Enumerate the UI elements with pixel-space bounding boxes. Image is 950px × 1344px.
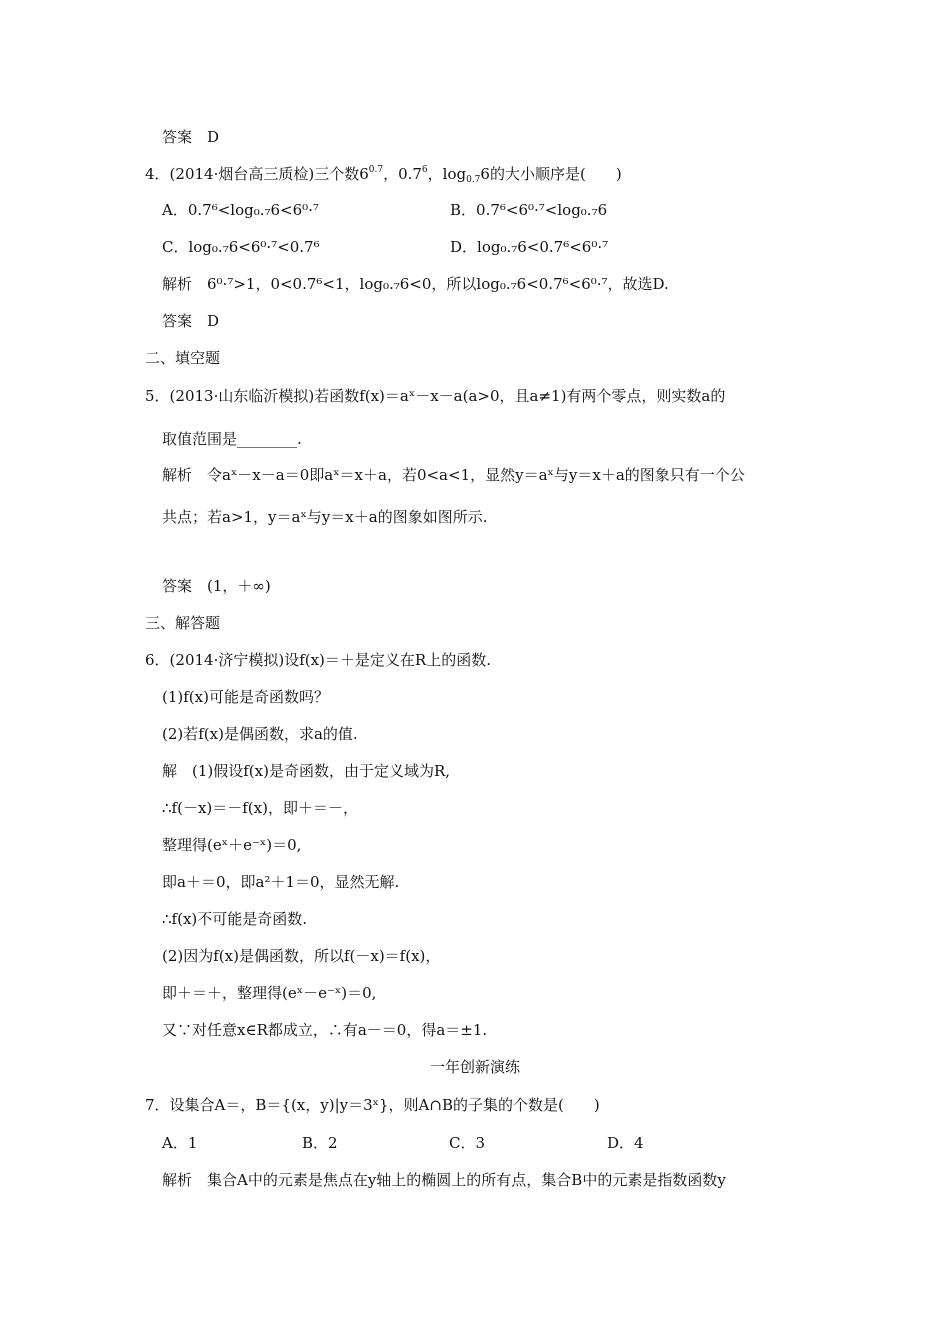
q5-solution-line1: 解析 令aˣ－x－a＝0即aˣ＝x＋a，若0<a<1，显然y＝aˣ与y＝x＋a的图象只有一个公 <box>162 466 745 484</box>
q4-text-c: ，0.7 <box>383 165 422 183</box>
q4-option-c: C．log₀.₇6<6⁰·⁷<0.7⁶ <box>162 238 320 256</box>
q6-solution-line7: 即＋＝＋，整理得(eˣ－e⁻ˣ)＝0, <box>162 984 377 1002</box>
question-5-line2: 取值范围是________. <box>162 430 302 448</box>
question-4 <box>145 163 622 185</box>
q7-option-c: C．3 <box>449 1134 486 1152</box>
q4-answer: 答案 D <box>162 312 220 330</box>
q4-option-a: A．0.7⁶<log₀.₇6<6⁰·⁷ <box>162 201 319 219</box>
subsection-heading: 一年创新演练 <box>429 1058 520 1076</box>
q5-solution-line2: 共点；若a>1，y＝aˣ与y＝x＋a的图象如图所示. <box>162 508 488 526</box>
answer-line: 答案 D <box>162 128 220 146</box>
question-6-line1: 6．(2014·济宁模拟)设f(x)＝＋是定义在R上的函数. <box>145 651 491 669</box>
question-5-line1: 5．(2013·山东临沂模拟)若函数f(x)＝aˣ－x－a(a>0，且a≠1)有两个零点，则实数a的 <box>145 387 726 405</box>
q6-part1: (1)f(x)可能是奇函数吗？ <box>162 688 329 706</box>
q4-sup-d: 6 <box>421 165 428 175</box>
q4-text-g: 6的大小顺序是( ) <box>480 165 622 183</box>
q6-solution-line1: 解 (1)假设f(x)是奇函数，由于定义域为R, <box>162 762 451 780</box>
question-7-line1: 7．设集合A＝，B＝{(x，y)|y＝3ˣ}，则A∩B的子集的个数是( ) <box>145 1096 600 1114</box>
q6-solution-line4: 即a＋＝0，即a²＋1＝0，显然无解. <box>162 873 400 891</box>
q6-solution-line6: (2)因为f(x)是偶函数，所以f(－x)＝f(x)， <box>162 947 441 965</box>
q6-solution-line2: ∴f(－x)＝－f(x)，即＋＝－， <box>162 799 358 817</box>
q7-option-a: A．1 <box>162 1134 198 1152</box>
q6-part2: (2)若f(x)是偶函数，求a的值. <box>162 725 358 743</box>
section-heading-solve: 三、解答题 <box>145 614 221 632</box>
q4-sup-a: 0.7 <box>368 165 384 175</box>
q6-solution-line8: 又∵对任意x∈R都成立，∴有a－＝0，得a＝±1. <box>162 1021 488 1039</box>
q6-solution-line3: 整理得(eˣ＋e⁻ˣ)＝0, <box>162 836 302 854</box>
q4-text-a: 4．(2014·烟台高三质检)三个数6 <box>145 165 369 183</box>
q4-option-b: B．0.7⁶<6⁰·⁷<log₀.₇6 <box>450 201 608 219</box>
q7-option-d: D．4 <box>607 1134 644 1152</box>
q4-text-e: ，log <box>427 165 467 183</box>
q6-solution-line5: ∴f(x)不可能是奇函数. <box>162 910 308 928</box>
q7-solution-line1: 解析 集合A中的元素是焦点在y轴上的椭圆上的所有点，集合B中的元素是指数函数y <box>162 1171 726 1189</box>
q7-option-b: B．2 <box>302 1134 338 1152</box>
q4-solution: 解析 6⁰·⁷>1，0<0.7⁶<1，log₀.₇6<0，所以log₀.₇6<0.7⁶<6⁰·⁷，故选D. <box>162 275 669 293</box>
q4-sub-f: 0.7 <box>466 175 481 185</box>
q4-options-row1 <box>162 199 862 221</box>
q4-option-d: D．log₀.₇6<0.7⁶<6⁰·⁷ <box>450 238 609 256</box>
q5-answer: 答案 (1，＋∞) <box>162 577 271 595</box>
section-heading-fill-in: 二、填空题 <box>145 349 221 367</box>
q4-options-row2 <box>162 236 862 258</box>
